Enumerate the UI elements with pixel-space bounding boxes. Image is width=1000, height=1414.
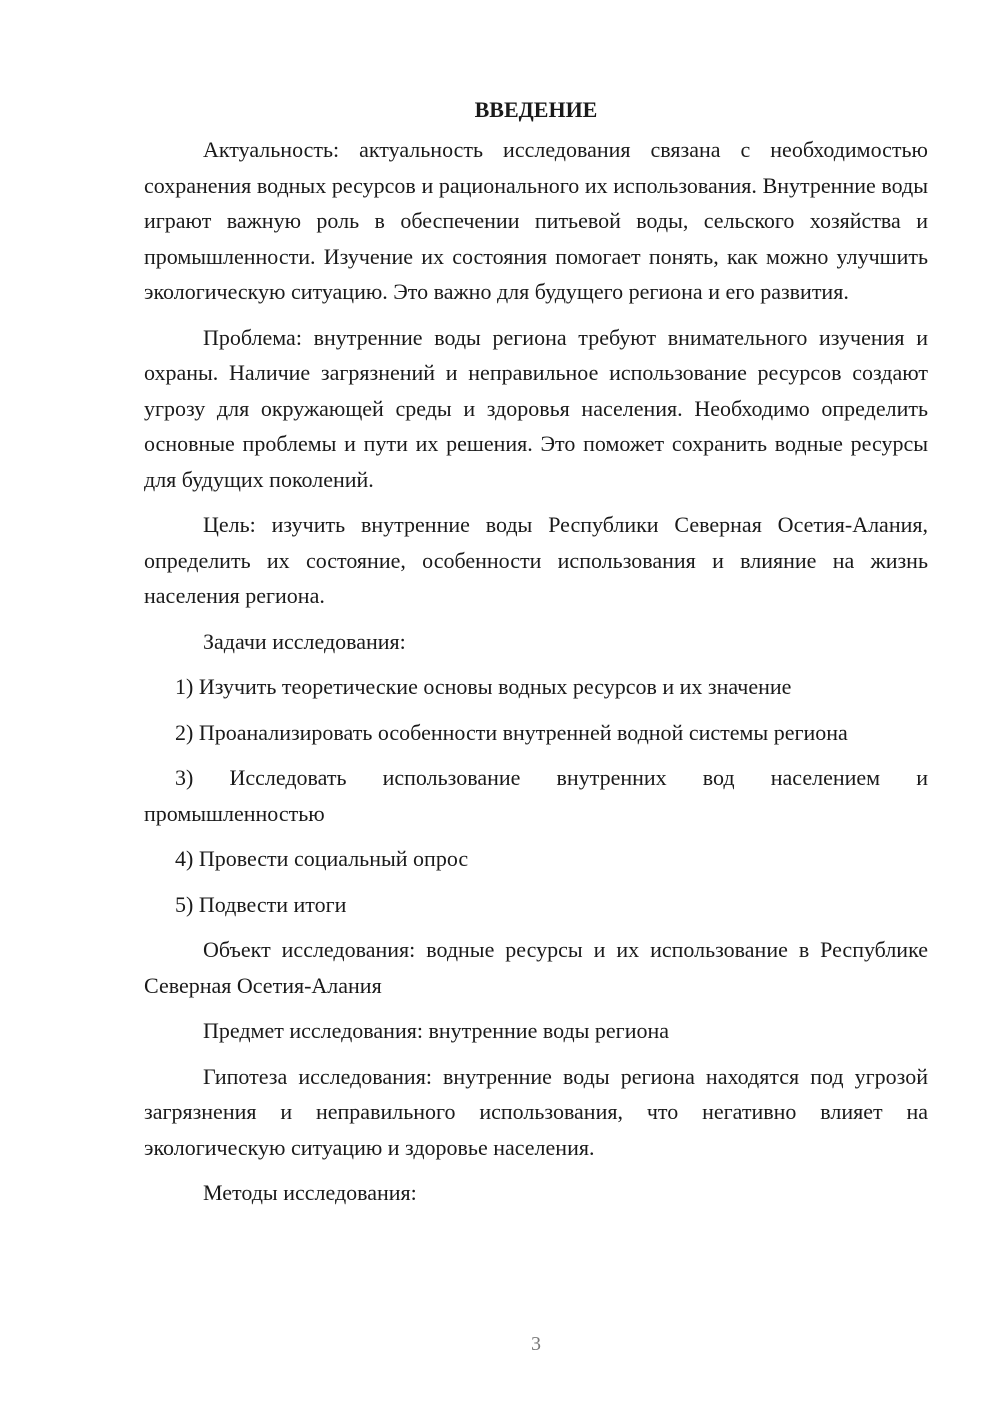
page-number: 3	[531, 1333, 541, 1355]
paragraph-object: Объект исследования: водные ресурсы и их использование в Республике Северная Осетия-Алания	[144, 937, 928, 998]
task-item: 3) Исследовать использование внутренних вод населением и промышленностью	[144, 765, 928, 826]
section-title: ВВЕДЕНИЕ	[474, 97, 598, 122]
paragraph-problem: Проблема: внутренние воды региона требуют внимательного изучения и охраны. Наличие загрязнений и неправильное использование ресурсов создают угрозу для окружающей среды и здоровья населения. Необходимо определить основные проблемы и пути их решения. Это поможет сохранить водные ресурсы для будущих поколений.	[144, 324, 928, 492]
paragraph-subject: Предмет исследования: внутренние воды региона	[203, 1018, 670, 1043]
paragraph-tasks-heading: Задачи исследования:	[203, 628, 406, 654]
task-item: 1) Изучить теоретические основы водных ресурсов и их значение	[175, 674, 792, 699]
task-item: 4) Провести социальный опрос	[175, 846, 469, 871]
paragraph-goal: Цель: изучить внутренние воды Республики Северная Осетия-Алания, определить их состояние, особенности использования и влияние на жизнь населения региона.	[144, 512, 928, 608]
paragraph-hypothesis: Гипотеза исследования: внутренние воды региона находятся под угрозой загрязнения и неправильного использования, что негативно влияет на экологическую ситуацию и здоровье населения.	[144, 1063, 928, 1160]
paragraph-relevance: Актуальность: актуальность исследования связана с необходимостью сохранения водных ресурсов и рационального их использования. Внутренние воды играют важную роль в обеспечении питьевой воды, сельского хозяйства и промышленности. Изучение их состояния помогает понять, как можно улучшить экологическую ситуацию. Это важно для будущего региона и его развития.	[144, 137, 928, 304]
task-item: 5) Подвести итоги	[175, 891, 347, 917]
task-item: 2) Проанализировать особенности внутренней водной системы региона	[175, 719, 848, 745]
paragraph-methods: Методы исследования:	[203, 1180, 417, 1205]
document-page	[144, 92, 928, 1221]
